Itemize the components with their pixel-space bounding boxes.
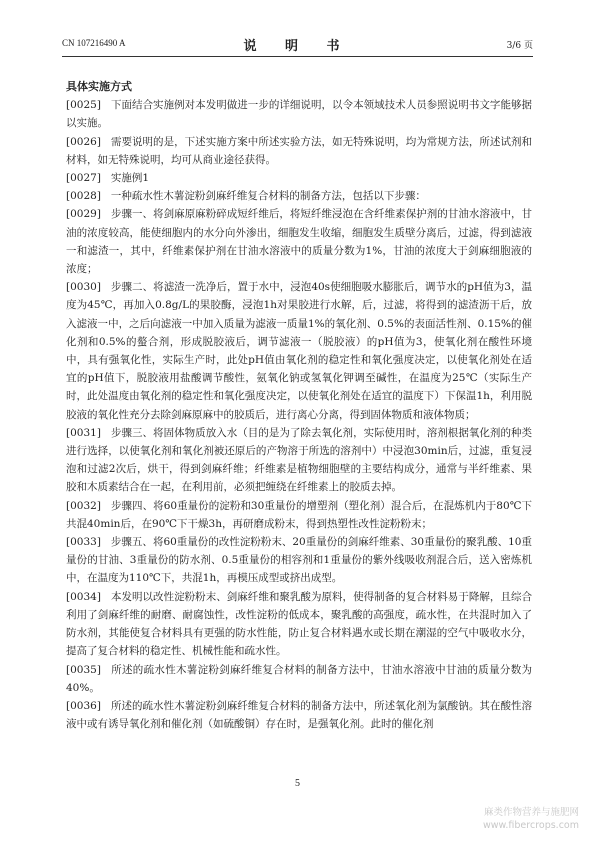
paragraph-0027: [66, 169, 532, 187]
paragraph-0032: [66, 497, 532, 533]
paragraph-text: 步骤一、将剑麻原麻粉碎成短纤维后，将短纤维浸泡在含纤维素保护剂的甘油水溶液中，甘油的浓度较高，能使细胞内的水分向外渗出，细胞发生收缩，细胞发生质壁分离后，过滤，得到滤液一和滤渣一，其中，纤维素保护剂在甘油水溶液中的质量分数为1%，甘油的浓度大于剑麻细胞液的浓度；: [66, 208, 532, 276]
watermark-site-name: 麻类作物营养与施肥网: [483, 807, 579, 818]
paragraph-0026: [66, 133, 532, 169]
page-header: [62, 36, 533, 54]
paragraph-0031: [66, 424, 532, 497]
paragraph-number: [0029]: [66, 208, 101, 221]
paragraph-number: [0031]: [66, 426, 101, 439]
paragraph-number: [0036]: [66, 699, 101, 712]
paragraph-number: [0026]: [66, 135, 101, 148]
paragraph-0025: [66, 96, 532, 132]
page-number: 5: [295, 778, 300, 789]
paragraph-0030: [66, 278, 532, 424]
publication-number: CN 107216490 A: [62, 38, 126, 48]
paragraph-0033: [66, 533, 532, 588]
paragraph-text: 本发明以改性淀粉粉末、剑麻纤维和聚乳酸为原料，使得制备的复合材料易于降解，且综合利用了剑麻纤维的耐磨、耐腐蚀性，改性淀粉的低成本，聚乳酸的高强度，疏水性，在共混时加入了防水剂，其能使复合材料具有更强的防水性能，防止复合材料遇水或长期在潮湿的空气中吸收水分，提高了复合材料的稳定性、机械性能和疏水性。: [66, 590, 532, 658]
paragraph-text: 所述的疏水性木薯淀粉剑麻纤维复合材料的制备方法中，所述氧化剂为氯酸钠。其在酸性溶液中或有诱导氧化剂和催化剂（如硫酸铜）存在时，是强氧化剂。此时的催化剂: [66, 699, 532, 731]
paragraph-number: [0033]: [66, 536, 101, 549]
watermark-url: www.fibercrops.com: [482, 820, 579, 831]
section-title: 具体实施方式: [66, 80, 132, 93]
page-info: 3/6 页: [506, 41, 533, 51]
paragraph-text: 实施例1: [110, 172, 150, 185]
paragraph-number: [0034]: [66, 590, 101, 603]
watermark: [483, 806, 579, 832]
paragraph-0035: [66, 661, 532, 697]
paragraph-number: [0028]: [66, 190, 101, 203]
paragraph-0034: [66, 588, 532, 661]
paragraph-0028: [66, 187, 532, 205]
paragraph-text: 步骤五、将60重量份的改性淀粉粉末、20重量份的剑麻纤维素、30重量份的聚乳酸、10重量份的甘油、3重量份的防水剂、0.5重量份的相容剂和1重量份的紫外线吸收剂混合后，送入密炼机中，在温度为110℃下，共混1h，再模压成型或挤出成型。: [66, 536, 532, 585]
document-body: [66, 78, 532, 733]
paragraph-number: [0027]: [66, 172, 101, 185]
paragraph-text: 步骤四、将60重量份的淀粉和30重量份的增塑剂（塑化剂）混合后，在混炼机内于80℃下共混40min后，在90℃下干燥3h，再研磨成粉末，得到热塑性改性淀粉粉末；: [66, 499, 532, 530]
paragraph-number: [0032]: [66, 499, 101, 512]
paragraph-text: 所述的疏水性木薯淀粉剑麻纤维复合材料的制备方法中，甘油水溶液中甘油的质量分数为40%。: [66, 663, 532, 694]
header-rule: [62, 56, 533, 57]
paragraph-0036: [66, 697, 532, 733]
paragraph-text: 一种疏水性木薯淀粉剑麻纤维复合材料的制备方法，包括以下步骤：: [110, 190, 426, 203]
paragraph-text: 需要说明的是，下述实施方案中所述实验方法，如无特殊说明，均为常规方法，所述试剂和材料，如无特殊说明，均可从商业途径获得。: [66, 135, 532, 166]
paragraph-number: [0035]: [66, 663, 101, 676]
paragraph-number: [0030]: [66, 281, 101, 294]
paragraph-0029: [66, 205, 532, 278]
paragraph-text: 步骤二、将滤渣一洗净后，置于水中，浸泡40s使细胞吸水膨胀后，调节水的pH值为3，温度为45℃，再加入0.8g/L的果胶酶，浸泡1h对果胶进行水解，后，过滤，将得到的滤渣沥干后，放入滤液一中，之后向滤液一中加入质量为滤液一质量1%的氧化剂、0.5%的表面活性剂、0.15%的催化剂和0.5%的螯合剂，形成脱胶液后，调节滤液一（脱胶液）的pH值为3，使氧化剂在酸性环境中，具有强氧化性，实际生产时，此处pH值由氧化剂的稳定性和氧化强度决定，以使氧化剂处在适宜的pH值下，脱胶液用盐酸调节酸性，氨氧化钠或氢氧化钾调至碱性，在温度为25℃（实际生产时，此处温度由氧化剂的稳定性和氧化强度决定，以使氧化剂处在适宜的温度下）下保温1h，利用脱胶液的氧化性充分去除剑麻原麻中的胶质后，进行离心分离，得到固体物质和液体物质；: [66, 281, 532, 421]
document-title: 说 明 书: [243, 39, 352, 54]
paragraph-text: 步骤三、将固体物质放入水（目的是为了除去氧化剂，实际使用时，溶剂根据氧化剂的种类进行选择，以使氧化剂和氧化剂被还原后的产物溶于所选的溶剂中）中浸泡30min后，过滤，重复浸泡和过滤2次后，烘干，得到剑麻纤维；纤维素是植物细胞壁的主要结构成分，通常与半纤维素、果胶和木质素结合在一起，在利用前，必须把缠绕在纤维素上的胶质去掉。: [66, 426, 532, 494]
paragraph-text: 下面结合实施例对本发明做进一步的详细说明，以令本领域技术人员参照说明书文字能够据以实施。: [66, 99, 532, 130]
paragraph-number: [0025]: [66, 99, 101, 112]
